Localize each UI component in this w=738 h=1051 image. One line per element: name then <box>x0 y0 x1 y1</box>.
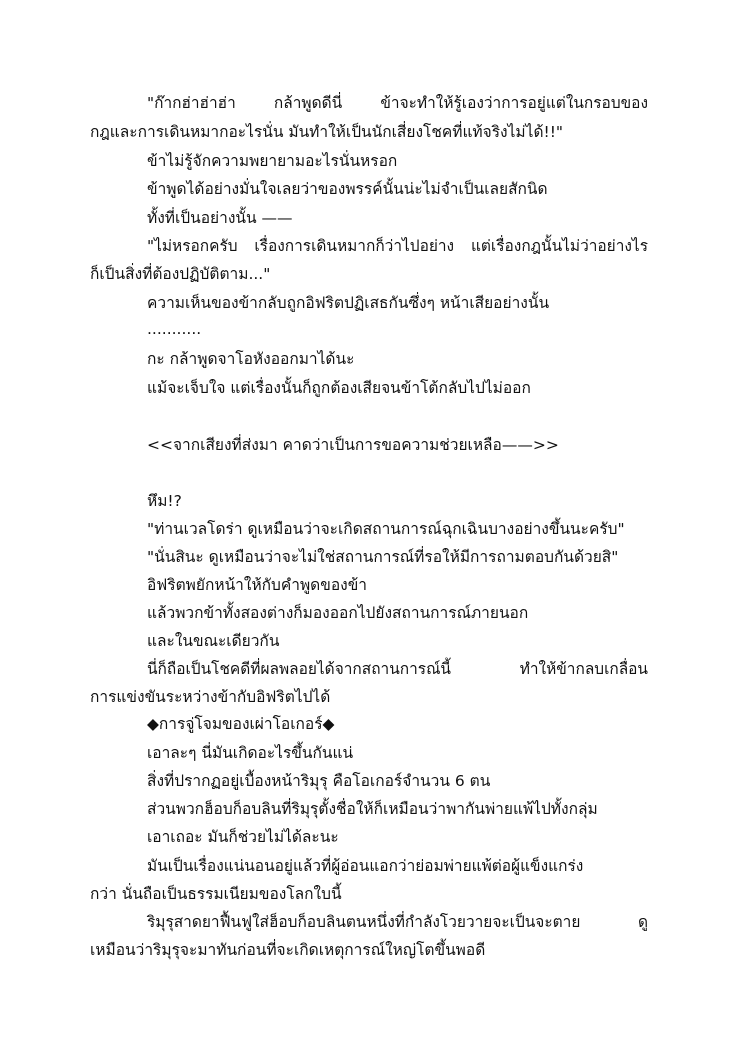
text-line: "ก๊ากฮ่าฮ่าฮ่า กล้าพูดดีนี่ ข้าจะทำให้รู้เองว่าการอยู่แต่ในกรอบของ <box>147 94 648 112</box>
text-line: "ท่านเวลโดร่า ดูเหมือนว่าจะเกิดสถานการณ์ฉุกเฉินบางอย่างขึ้นนะครับ" <box>147 520 625 538</box>
text-line: <<จากเสียงที่ส่งมา คาดว่าเป็นการขอความช่วยเหลือ——>> <box>147 436 559 454</box>
text-line: "ไม่หรอกครับ เรื่องการเดินหมากก็ว่าไปอย่าง แต่เรื่องกฎนั้นไม่ว่าอย่างไร <box>147 237 648 255</box>
text-line: มันเป็นเรื่องแน่นอนอยู่แล้วที่ผู้อ่อนแอกว่าย่อมพ่ายแพ้ต่อผู้แข็งแกร่ง <box>147 857 584 875</box>
text-line: "นั่นสินะ ดูเหมือนว่าจะไม่ใช่สถานการณ์ที่รอให้มีการถามตอบกันด้วยสิ" <box>147 548 619 566</box>
text-line: เหมือนว่าริมุรุจะมาทันก่อนที่จะเกิดเหตุการณ์ใหญ่โตขึ้นพอดี <box>90 941 486 959</box>
text-line: นี่ก็ถือเป็นโชคดีที่ผลพลอยได้จากสถานการณ์นี้ ทำให้ข้ากลบเกลื่อน <box>147 660 648 678</box>
text-line: ความเห็นของข้ากลับถูกอิฟริตปฏิเสธกันซึ่งๆ หน้าเสียอย่างนั้น <box>147 294 550 312</box>
text-line: ก็เป็นสิ่งที่ต้องปฏิบัติตาม..." <box>90 265 271 283</box>
section-heading: ◆การจู่โจมของเผ่าโอเกอร์◆ <box>147 715 335 733</box>
text-line: ทั้งที่เป็นอย่างนั้น —— <box>147 209 293 227</box>
text-line: และในขณะเดียวกัน <box>147 632 280 650</box>
text-line: กะ กล้าพูดจาโอหังออกมาได้นะ <box>147 350 355 368</box>
text-line: กฎและการเดินหมากอะไรนั่น มันทำให้เป็นนักเสี่ยงโชคที่แท้จริงไม่ได้!!" <box>90 123 564 141</box>
ellipsis-line: ........... <box>147 320 202 338</box>
text-line: การแข่งขันระหว่างข้ากับอิฟริตไปได้ <box>90 688 331 706</box>
text-line: ส่วนพวกฮ็อบก็อบลินที่ริมุรุตั้งชื่อให้ก็เหมือนว่าพากันพ่ายแพ้ไปทั้งกลุ่ม <box>147 800 598 818</box>
text-line: อิฟริตพยักหน้าให้กับคำพูดของข้า <box>147 576 368 594</box>
text-line: เอาเถอะ มันก็ช่วยไม่ได้ละนะ <box>147 828 339 846</box>
text-line: ข้าไม่รู้จักความพยายามอะไรนั่นหรอก <box>147 152 398 170</box>
text-line: เอาละๆ นี่มันเกิดอะไรขึ้นกันแน่ <box>147 744 354 762</box>
text-line: สิ่งที่ปรากฏอยู่เบื้องหน้าริมุรุ คือโอเกอร์จำนวน 6 ตน <box>147 772 491 790</box>
text-line: กว่า นั่นถือเป็นธรรมเนียมของโลกใบนี้ <box>90 885 342 903</box>
text-line: หึม!? <box>147 492 182 510</box>
text-line: ริมุรุสาดยาฟื้นฟูใส่ฮ็อบก็อบลินตนหนึ่งที่กำลังโวยวายจะเป็นจะตาย ดู <box>147 913 648 931</box>
text-line: ข้าพูดได้อย่างมั่นใจเลยว่าของพรรค์นั้นน่ะไม่จำเป็นเลยสักนิด <box>147 180 548 198</box>
text-line: แล้วพวกข้าทั้งสองต่างก็มองออกไปยังสถานการณ์ภายนอก <box>147 604 529 622</box>
text-line: แม้จะเจ็บใจ แต่เรื่องนั้นก็ถูกต้องเสียจนข้าโต้กลับไปไม่ออก <box>147 379 531 397</box>
